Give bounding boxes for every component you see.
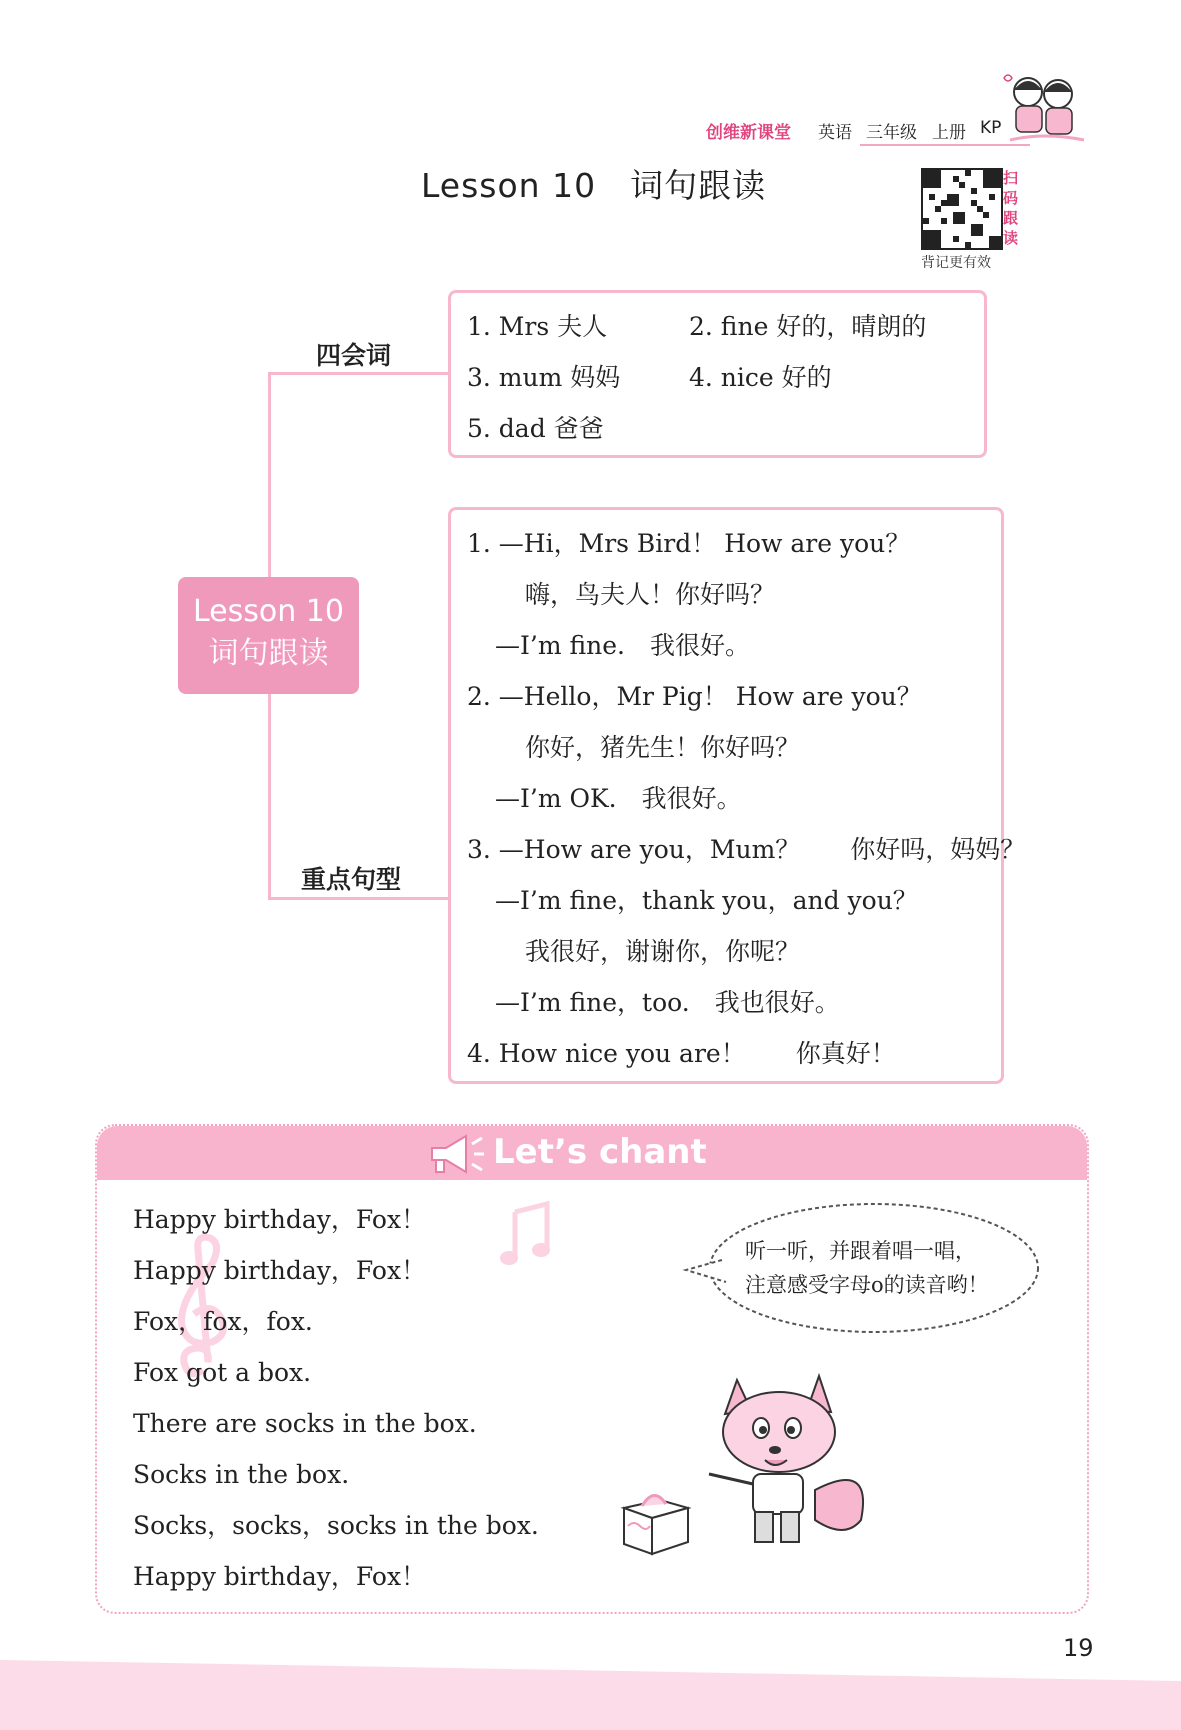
megaphone-icon xyxy=(426,1130,486,1178)
tree-branch-top xyxy=(268,372,450,375)
chant-line: Fox got a box. xyxy=(133,1358,312,1387)
chant-line: Fox，fox，fox. xyxy=(133,1307,313,1336)
sentence-line: 1. —Hi，Mrs Bird！ How are you？ xyxy=(467,529,911,558)
bubble-line2: 注意感受字母o的读音哟！ xyxy=(745,1273,989,1297)
bubble-line1: 听一听，并跟着唱一唱， xyxy=(745,1239,976,1263)
vocab-item: 1. Mrs 夫人 xyxy=(467,312,608,341)
tree-branch-bottom xyxy=(268,897,450,900)
sentences-box xyxy=(448,507,1026,1084)
lesson-center-node xyxy=(178,577,359,694)
header-brand: 创维新课堂 xyxy=(706,123,791,143)
fox-illustration xyxy=(695,1370,875,1550)
vocab-item: 4. nice 好的 xyxy=(689,363,832,392)
vocab-item: 2. fine 好的，晴朗的 xyxy=(689,312,927,341)
qr-side-label: 扫码跟读 xyxy=(1003,169,1019,247)
chant-line: Socks in the box. xyxy=(133,1460,350,1489)
chant-line: There are socks in the box. xyxy=(133,1409,477,1438)
sentence-line: —I’m fine，too. 我也很好。 xyxy=(495,988,840,1017)
header-grade: 三年级 xyxy=(866,123,917,143)
chant-line: Happy birthday，Fox！ xyxy=(133,1256,427,1285)
page-header xyxy=(700,116,1030,146)
chant-line: Socks，socks，socks in the box. xyxy=(133,1511,539,1540)
chant-line: Happy birthday，Fox！ xyxy=(133,1562,427,1591)
chant-title: Let’s chant xyxy=(493,1132,707,1172)
sentence-line: 2. —Hello，Mr Pig！ How are you？ xyxy=(467,682,922,711)
page-number: 19 xyxy=(1063,1634,1094,1662)
sentence-line: 你好，猪先生！你好吗？ xyxy=(525,733,801,762)
qr-code[interactable] xyxy=(921,168,1003,250)
sentence-line: 4. How nice you are！ 你真好！ xyxy=(467,1039,896,1068)
sentence-line: 3. —How are you，Mum？ 你好吗，妈妈？ xyxy=(467,835,1026,864)
sentences-label: 重点句型 xyxy=(301,865,402,894)
sentence-line: 嗨，鸟夫人！你好吗？ xyxy=(525,580,776,609)
header-edition: KP xyxy=(980,118,1002,138)
qr-note: 背记更有效 xyxy=(921,255,991,271)
sentence-line: 我很好，谢谢你，你呢？ xyxy=(525,937,801,966)
music-note-icon xyxy=(497,1200,557,1270)
sentence-line: —I’m OK. 我很好。 xyxy=(495,784,742,813)
footer-band xyxy=(0,1660,1181,1730)
vocab-item: 5. dad 爸爸 xyxy=(467,414,604,443)
header-volume: 上册 xyxy=(932,123,966,143)
sentence-line: —I’m fine，thank you，and you？ xyxy=(495,886,918,915)
sentence-line: —I’m fine. 我很好。 xyxy=(495,631,750,660)
page-title: Lesson 10 词句跟读 xyxy=(421,166,767,205)
kids-illustration xyxy=(1000,70,1090,150)
header-subject: 英语 xyxy=(818,123,852,143)
vocab-item: 3. mum 妈妈 xyxy=(467,363,621,392)
center-line2: 词句跟读 xyxy=(208,636,329,671)
chant-line: Happy birthday，Fox！ xyxy=(133,1205,427,1234)
vocab-label: 四会词 xyxy=(316,341,392,370)
vocab-box xyxy=(448,290,987,458)
gift-box-illustration xyxy=(620,1486,692,1558)
center-line1: Lesson 10 xyxy=(193,594,344,629)
